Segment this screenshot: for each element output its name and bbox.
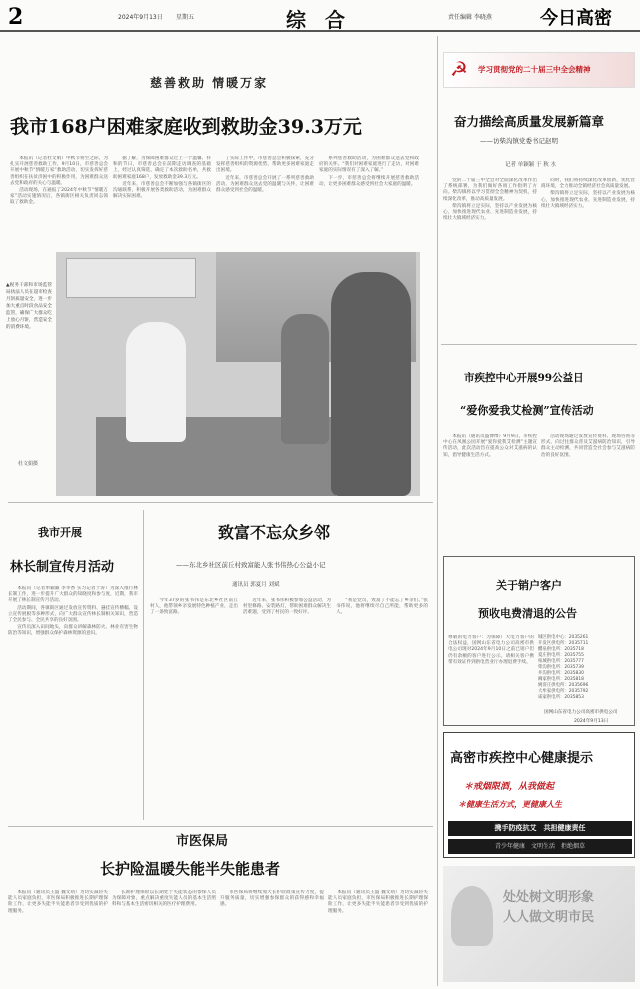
main-col-2: 据了解，为保障困难群众过上一个温馨、祥和的节日，市慈善总会在前期走访调查的基础上，经过认真筛选，确定了本次救助名单，共救助困难家庭168户，发放救助金39.3万元。 近年来，市慈善总会不断加强与各镇街区的沟通联系，积极开展各类救助活动，为困难群众解决实际困难。 (113, 156, 211, 200)
aids-col-2: 活动现场通过发放宣传资料、现场咨询等形式，向过往群众普及艾滋病防治知识，引导群众主动检测，共同营造全社会参与艾滋病防治的良好氛围。 (541, 434, 635, 458)
warm-col-2: 长期护理保险以长期处于失能状态的参保人员为保障对象，重点解决重度失能人员的基本生活照料和与基本生活密切相关的医疗护理费用。 (112, 890, 216, 908)
aids-headline: “爱你爱我艾检测”宣传活动 (460, 404, 594, 417)
party-emblem-icon: ☭ (450, 57, 468, 81)
paper-logo: 今日高密 (540, 8, 612, 29)
header-date: 2024年9月13日 (118, 14, 163, 21)
rich-col-2: 近年来，张书伟积极参加公益活动，为村里修路、安装路灯，帮助困难群众解决生活难题，受到了村民的一致好评。 (243, 598, 331, 616)
main-headline: 我市168户困难家庭收到救助金39.3万元 (10, 116, 362, 138)
health-slogan-2: ＊健康生活方式，更健康人生 (458, 799, 562, 809)
study-banner (443, 52, 635, 88)
study-subtitle: ——访柴沟镇党委书记赵明 (480, 137, 558, 145)
health-slogan-1: ＊戒烟限酒，从我做起 (464, 782, 555, 792)
notice-body: 尊敬的电力客户：为保障广大电力客户的合法权益，国网山东省电力公司高密市供电公司现对2024年9月10日之前已销户但仍有余额的客户进行公示。请相关客户携带有效证件到供电营业厅办理退费手续。 (448, 635, 534, 665)
notice-date: 2024年9月13日 (574, 719, 609, 724)
study-banner-text: 学习贯彻党的二十届三中全会精神 (478, 65, 591, 74)
person-middle (281, 314, 329, 444)
warm-headline: 长护险温暖失能半失能患者 (100, 860, 281, 878)
warm-col-1: 本报讯（通讯员王盛 魏文靖）为切实减轻失能人员家庭负担，市医保局积极推进长期护理保险工作，让更多失能半失能患者享受到优质的护理服务。 (8, 890, 108, 914)
health-bar-2: 青少年健康 文明生活 拒绝烟草 (448, 839, 632, 854)
study-byline: 记者 单颖颖 于 秋 水 (505, 162, 556, 168)
rich-byline: 通讯员 郭夏月 刘斌 (232, 582, 280, 588)
forest-headline: 林长制宣传月活动 (10, 560, 115, 575)
header-weekday: 星期五 (176, 14, 195, 21)
main-kicker: 慈善救助 情暖万家 (150, 76, 269, 90)
health-title: 高密市疾控中心健康提示 (450, 751, 594, 766)
page-header (0, 0, 640, 32)
notice-title: 关于销户客户 (496, 579, 562, 592)
health-bar-1: 携手防疫抗艾 共担健康责任 (448, 821, 632, 836)
runner-figure-icon (451, 886, 493, 946)
warm-col-4: 本报讯（通讯员王盛 魏文靖）为切实减轻失能人员家庭负担，市医保局积极推进长期护理保险工作，让更多失能半失能患者享受到优质的护理服务。 (328, 890, 428, 914)
forest-body: 本报讯（记者单颖颖 李孝香 实习记者于涛）为深入推行林长制工作，进一步提升广大群众的知晓度和参与度，近期，我市开展了林长制宣传月活动。 活动期间，各镇街区通过发放宣传资料、悬挂宣传横幅、设立宣传展板等多种形式，向广大群众宣传林长制相关知识，营造了全民参与、全民共享的良好氛围。 宣传员深入田间地头，向群众讲解森林防火、林业有害生物防治等知识，增强群众保护森林资源的意识。 (8, 586, 138, 637)
header-editor: 责任编辑 李晓燕 (448, 14, 492, 21)
notice-box (443, 556, 635, 726)
notice-subtitle: 预收电费清退的公告 (478, 607, 577, 620)
notice-list: 城区供电中心：2035261 开发区供电所：2035711 醴泉供电所：2035718 夏庄供电所：2035755 柏城供电所：2035777 柴沟供电所：2035739 井沟供电所：2035830 阚家供电所：2035818 姚哥庄供电所：2035696 大牟家供电所：2035792 咸家供电所：2035853 (538, 635, 589, 700)
main-col-1: 本报讯（记者杜文娟）中秋节将至之际，为扎实开展慈善救助工作，9月10日，市慈善总会开展中秋节“情暖万家”救助活动，切实发挥好慈善组织在扶贫济困中的积极作用，为困难群众送去党和政府的关心与温暖。 活动现场，在通报了2024年中秋节“情暖万家”活动实施情况后，各镇街区相关负责同志领取了救助金。 (10, 156, 108, 206)
page-number: 2 (8, 4, 24, 30)
rich-subtitle: ——东北乡社区前丘村致富能人张书伟热心公益小记 (176, 561, 326, 569)
warm-kicker: 市医保局 (176, 834, 229, 849)
study-col-2: 同时，我们将持续深化改革创新，优化营商环境，全力推动全镇经济社会高质量发展。 柴沟镇将立足实际，坚持以产业发展为核心，加快推进现代农业、先进制造业发展，持续壮大镇域经济实力。 (541, 178, 635, 209)
main-col-4: 系列慈善救助活动，为困难群众送去党和政府的关怀。“我们对困难家庭进行了走访，对困难家庭的实际情况有了深入了解。” 下一步，市慈善总会将继续开展慈善救助活动，让更多困难群众感受到社会大家庭的温暖。 (319, 156, 419, 187)
civ-line-1: 处处树文明形象 (503, 890, 595, 905)
health-box (443, 732, 635, 858)
civilization-ad (443, 866, 635, 982)
main-col-3: 了实际工作中，市慈善总会积极探索，充分发挥慈善组织的资源优势，帮助更多困难家庭走出困境。 近年来，市慈善总会开展了一系列慈善救助活动，为困难群众送去党的温暖与关怀，让困难群众感受到社会的温暖。 (216, 156, 314, 194)
photo-credit: 杜文娟摄 (18, 461, 39, 467)
notice-org: 国网山东省电力公司高密市供电公司 (544, 710, 618, 715)
civ-line-2: 人人做文明市民 (503, 910, 595, 925)
person-right (331, 272, 411, 496)
study-title: 奋力描绘高质量发展新篇章 (454, 114, 605, 129)
person-left (126, 322, 186, 442)
aids-title: 市疾控中心开展99公益日 (464, 372, 584, 384)
rich-col-3: “我是党员，致富了不能忘了乡亲们。”张书伟说，他将继续尽自己所能，帮助更多的人。 (336, 598, 428, 616)
rich-col-1: 今年37岁的张书伟是东北乡社区前丘村人，他带领乡亲发展特色种植产业，走出了一条致富路。 (150, 598, 238, 616)
section-name: 综 合 (286, 8, 351, 32)
warm-col-3: 市医保局将继续加大长护险政策宣传力度，提升服务质量，切实增强参保群众的获得感和幸福感。 (220, 890, 324, 908)
rich-headline: 致富不忘众乡邻 (218, 523, 331, 542)
forest-kicker: 我市开展 (38, 526, 82, 539)
aids-col-1: 本报讯（通讯员盛博博）9月9日，市疾控中心在凤凰公园开展“爱你爱我艾检测”主题宣传活动，此次活动旨在提高公众对艾滋病的认知，倡导健康生活方式。 (443, 434, 537, 458)
photo-caption: ▲税务干部和市场监管局执法人员在超市检查月饼质量安全，进一步加大重点时段食品安全监管，确保广大群众吃上放心月饼，营造安全的消费环境。 (6, 283, 52, 330)
study-col-1: 党的二十届三中全会对全面深化改革作出了系统部署，为我们做好各项工作指明了方向。柴沟镇将以学习贯彻全会精神为契机，持续深化改革，推动高质量发展。 柴沟镇将立足实际，坚持以产业发展为核心，加快推进现代农业、先进制造业发展，持续壮大镇域经济实力。 (443, 178, 537, 222)
main-photo (56, 252, 420, 496)
shelf-sign (66, 258, 196, 298)
